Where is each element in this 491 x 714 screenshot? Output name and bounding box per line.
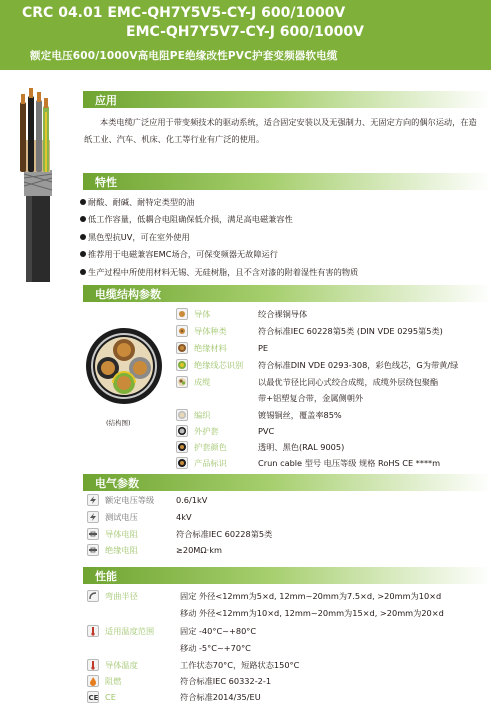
conductor-icon xyxy=(176,308,188,320)
structure-value: 镀锡铜丝，覆盖率85% xyxy=(258,410,342,420)
product-title-line1: CRC 04.01 EMC-QH7Y5V5-CY-J 600/1000V xyxy=(22,5,346,21)
conductor-temperature-icon xyxy=(87,659,99,671)
electrical-label: 测试电压 xyxy=(105,512,138,522)
insulation-resistance-icon xyxy=(87,544,99,556)
braid-icon xyxy=(176,409,188,421)
structure-value: 透明、黑色(RAL 9005) xyxy=(258,442,345,452)
temperature-range-icon xyxy=(87,625,99,637)
conductor-resistance-icon xyxy=(87,528,99,540)
electrical-value: 4kV xyxy=(176,512,192,522)
electrical-section-bar xyxy=(83,474,491,491)
bend-radius-fixed: 固定 外径<12mm为5×d, 12mm~20mm为7.5×d, >20mm为10×d xyxy=(180,591,442,601)
features-section-bar xyxy=(83,173,491,190)
marking-icon xyxy=(176,457,188,469)
insulation-icon xyxy=(176,342,188,354)
feature-text: 生产过程中所使用材料无锡、无硅树脂，且不含对漆的附着湿性有害的物质 xyxy=(88,267,359,277)
cross-section-caption: (结构图) xyxy=(106,419,131,427)
electrical-value: 符合标准IEC 60228第5类 xyxy=(176,529,273,539)
temperature-fixed: 固定 -40°C~+80°C xyxy=(180,626,257,636)
performance-title: 性能 xyxy=(95,570,117,583)
electrical-title: 电气参数 xyxy=(95,477,139,490)
electrical-label: 导体电阻 xyxy=(105,529,138,539)
bullet-icon xyxy=(80,251,86,257)
bend-radius-label: 弯曲半径 xyxy=(105,591,138,601)
electrical-value: 0.6/1kV xyxy=(176,495,208,505)
structure-label: 护套颜色 xyxy=(194,442,227,452)
application-text: 本类电缆广泛应用于带变频技术的驱动系统，适合固定安装以及无强制力、无固定方向的偶尔运动，在造纸工业、汽车、机床、化工等行业有广泛的使用。 xyxy=(84,117,477,144)
feature-text: 推荐用于电磁兼容EMC场合，可保变频器无故障运行 xyxy=(88,249,278,259)
feature-text: 黑色型抗UV，可在室外使用 xyxy=(88,232,190,242)
feature-item xyxy=(80,249,278,260)
header-banner xyxy=(0,0,491,70)
bullet-icon xyxy=(80,269,86,275)
features-title: 特性 xyxy=(95,176,117,189)
structure-value: PVC xyxy=(258,426,275,436)
structure-value: 符合标准IEC 60228第5类 (DIN VDE 0295第5类) xyxy=(258,326,443,336)
conductor-temperature-label: 导体温度 xyxy=(105,660,138,670)
feature-item xyxy=(80,197,194,208)
application-title: 应用 xyxy=(95,94,117,107)
flame-retardant-label: 阻燃 xyxy=(105,676,122,686)
structure-label: 导体 xyxy=(194,309,211,319)
structure-label: 外护套 xyxy=(194,426,219,436)
structure-label: 导体种类 xyxy=(194,326,227,336)
structure-label: 绝缘材料 xyxy=(194,343,227,353)
product-subtitle: 额定电压600/1000V高电阻PE绝缘改性PVC护套变频器软电缆 xyxy=(30,50,338,62)
sheath-icon xyxy=(176,425,188,437)
feature-item xyxy=(80,214,293,225)
conductor-temperature-value: 工作状态70°C，短路状态150°C xyxy=(180,660,300,670)
feature-text: 耐酸、耐碱、耐特定类型的油 xyxy=(88,197,195,207)
product-title-line2: EMC-QH7Y5V7-CY-J 600/1000V xyxy=(126,24,364,40)
conductor-class-icon xyxy=(176,325,188,337)
ce-value: 符合标准2014/35/EU xyxy=(180,692,261,702)
temperature-moving: 移动 -5°C~+70°C xyxy=(180,643,251,653)
structure-value: 以最优节径比同心式绞合成缆，成缆外层绕包聚酯 xyxy=(258,377,439,387)
bullet-icon xyxy=(80,216,86,222)
structure-value: 绞合裸铜导体 xyxy=(258,309,308,319)
core-id-icon xyxy=(176,359,188,371)
bullet-icon xyxy=(80,234,86,240)
cable-illustration xyxy=(12,82,62,282)
flame-retardant-icon xyxy=(87,675,99,687)
application-section-bar xyxy=(83,91,491,108)
structure-label: 编织 xyxy=(194,410,211,420)
structure-title: 电缆结构参数 xyxy=(95,288,161,301)
structure-value: 符合标准DIN VDE 0293-308，彩色线芯，G为带黄/绿 xyxy=(258,360,459,370)
cabling-icon xyxy=(176,376,188,388)
structure-value: Crun cable 型号 电压等级 规格 RoHS CE ****m xyxy=(258,458,441,468)
ce-mark-icon xyxy=(87,691,99,703)
electrical-value: ≥20MΩ·km xyxy=(176,545,222,555)
feature-item xyxy=(80,267,358,278)
structure-label: 产品标识 xyxy=(194,458,227,468)
ce-label: CE xyxy=(105,692,116,702)
flame-retardant-value: 符合标准IEC 60332-2-1 xyxy=(180,676,272,686)
temperature-range-label: 适用温度范围 xyxy=(105,626,155,636)
bend-radius-moving: 移动 外径<12mm为10×d, 12mm~20mm为15×d, >20mm为20×d xyxy=(180,608,444,618)
sheath-color-icon xyxy=(176,441,188,453)
structure-label: 成缆 xyxy=(194,377,211,387)
structure-section-bar xyxy=(83,285,491,302)
test-voltage-icon xyxy=(87,511,99,523)
svg-text:CE: CE xyxy=(88,694,98,702)
structure-value: 带+铝塑复合带，金属侧朝外 xyxy=(258,393,364,403)
bullet-icon xyxy=(80,199,86,205)
feature-item xyxy=(80,232,190,243)
structure-value: PE xyxy=(258,343,269,353)
feature-text: 低工作容量，低耦合电阻确保低介损，满足高电磁兼容性 xyxy=(88,214,293,224)
electrical-label: 绝缘电阻 xyxy=(105,545,138,555)
performance-section-bar xyxy=(83,567,491,584)
bend-radius-icon xyxy=(87,590,99,602)
cable-cross-section xyxy=(84,326,164,406)
voltage-icon xyxy=(87,494,99,506)
electrical-label: 额定电压等级 xyxy=(105,495,155,505)
structure-label: 绝缘线芯识别 xyxy=(194,360,244,370)
